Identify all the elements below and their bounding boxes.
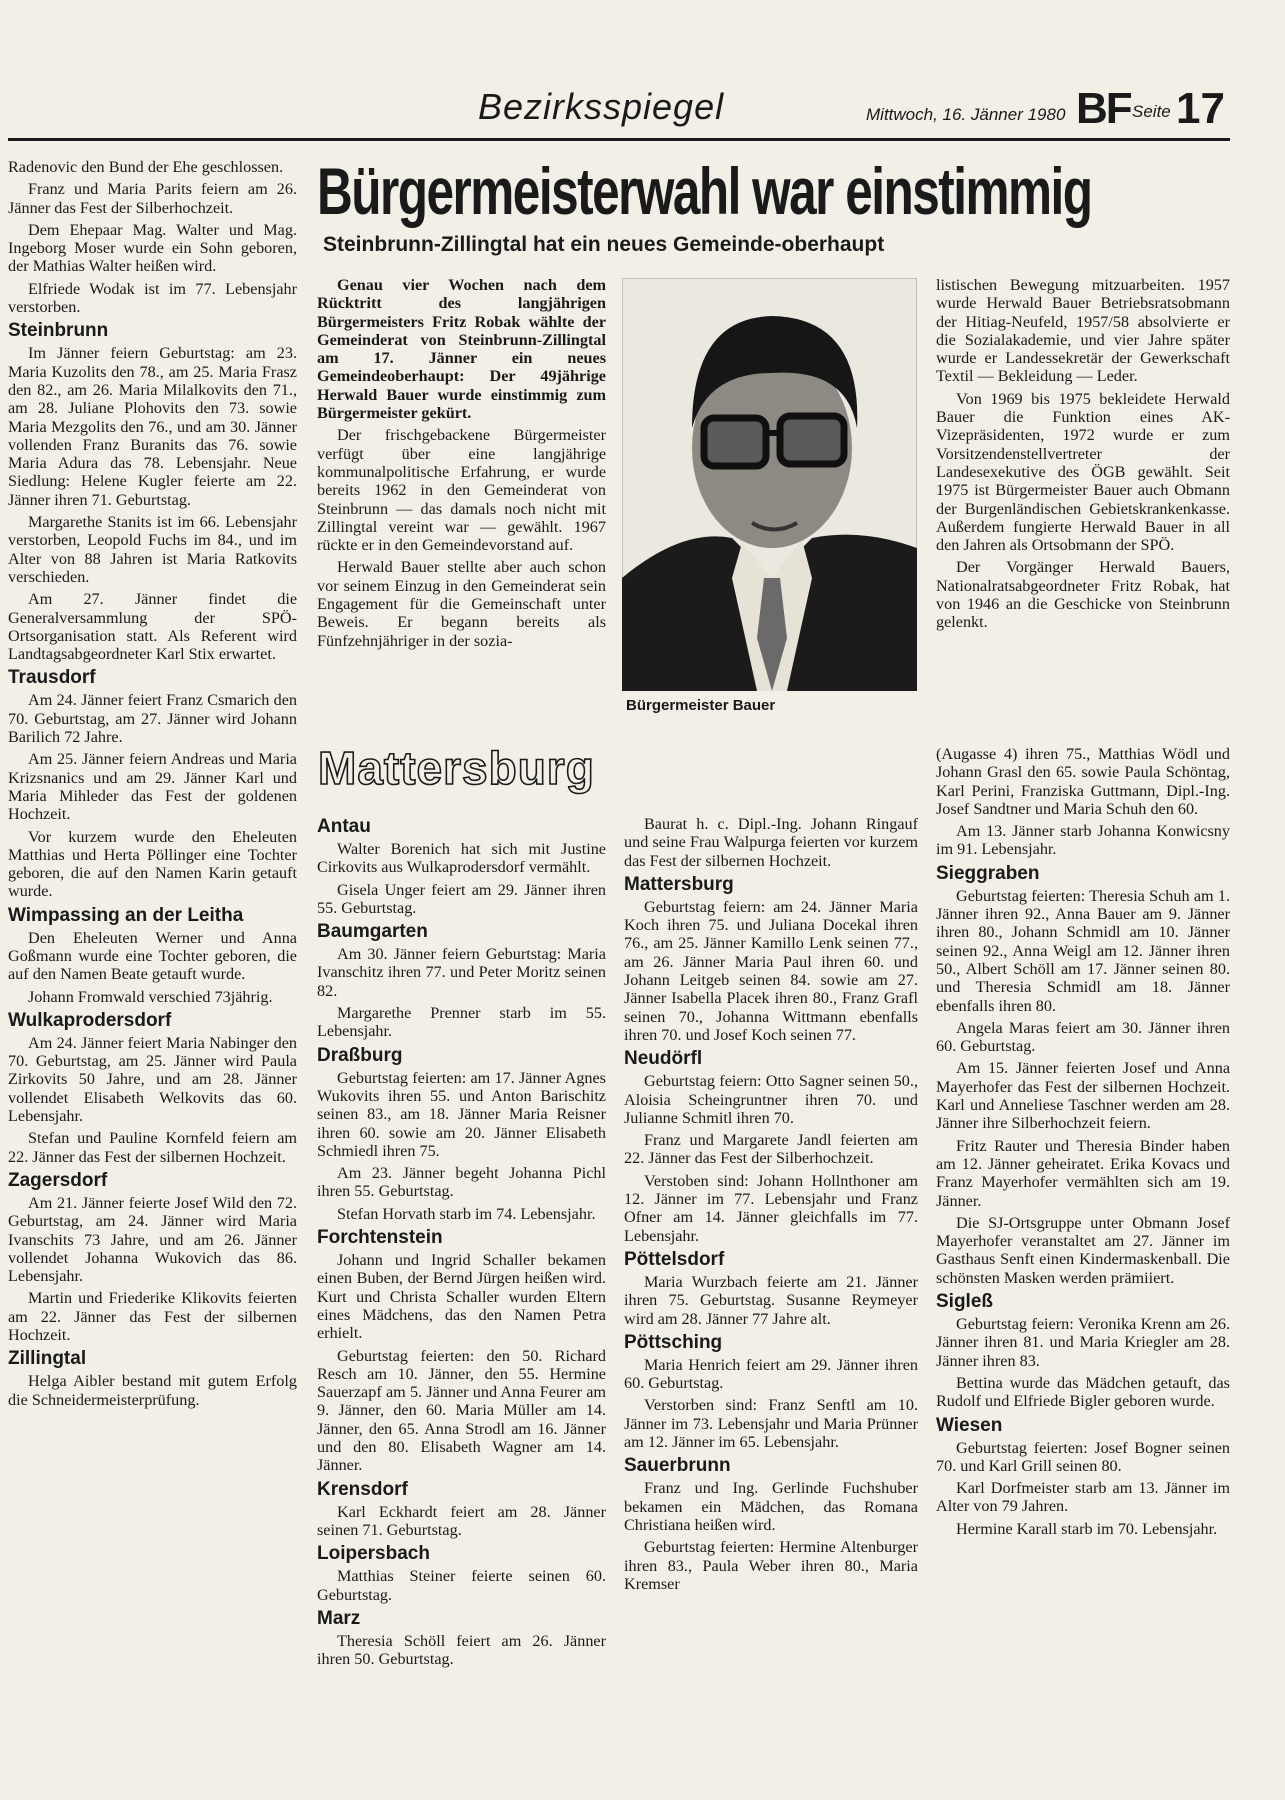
place-heading: Steinbrunn: [8, 320, 109, 342]
feature-column-left: [317, 276, 606, 654]
feature-column-right: [936, 276, 1230, 636]
place-heading: Pöttsching: [624, 1331, 723, 1353]
place-heading: Marz: [317, 1607, 361, 1629]
paragraph: Baurat h. c. Dipl.-Ing. Johann Ringauf und seine Frau Walpurga feierten vor kurzem das Fest der silbernen Hochzeit.: [624, 815, 918, 870]
paragraph: Theresia Schöll feiert am 26. Jänner ihren 50. Geburtstag.: [317, 1631, 606, 1669]
paragraph: Geburtstag feierten: Theresia Schuh am 1. Jänner ihren 92., Anna Bauer am 9. Jänner ihren 80., Johann Schmidl am 10. Jänner seinen 92., Anna Weigl am 12. Jänner ihren 50., Albert Schöll am 17. Jänner seinen 80. und Theresia Schmidl am 18. Jänner ebenfalls ihren 80.: [936, 886, 1230, 1015]
paragraph: Vor kurzem wurde den Eheleuten Matthias und Herta Pöllinger eine Tochter geboren, die auf den Namen Karin getauft wurde.: [8, 827, 297, 901]
paragraph: Stefan Horvath starb im 74. Lebensjahr.: [337, 1204, 596, 1223]
place-heading: Forchtenstein: [317, 1227, 443, 1249]
paragraph: Am 15. Jänner feierten Josef und Anna Mayerhofer das Fest der silbernen Hochzeit. Karl und Anneliese Taschner werden am 28. Jänner ihre Silberhochzeit feiern.: [936, 1059, 1230, 1133]
place-heading: Loipersbach: [317, 1543, 430, 1565]
paragraph: Geburtstag feierten: am 17. Jänner Agnes Wukovits ihren 55. und Anton Barischitz seinen 83., am 18. Jänner Maria Reisner ihren 60. sowie am 20. Jänner Elisabeth Schmiedl ihren 75.: [317, 1068, 606, 1160]
paragraph: Verstorben sind: Franz Senftl am 10. Jänner im 73. Lebensjahr und Maria Prünner am 12. Jänner im 65. Lebensjahr.: [624, 1396, 918, 1452]
newspaper-logo: BF: [1076, 84, 1131, 133]
paragraph: Helga Aibler bestand mit gutem Erfolg die Schneidermeisterprüfung.: [8, 1372, 297, 1409]
column-left: [8, 158, 297, 1413]
paragraph: Am 30. Jänner feiern Geburtstag: Maria Ivanschitz ihren 77. und Peter Moritz seinen 82.: [317, 945, 606, 1000]
mattersburg-column-2: [624, 815, 918, 1597]
place-heading: Sigleß: [936, 1291, 994, 1313]
place-heading: Zagersdorf: [8, 1169, 108, 1191]
paragraph: Verstoben sind: Johann Hollnthoner am 12. Jänner im 77. Lebensjahr und Franz Ofner am 14. Jänner gleichfalls im 77. Lebensjahr.: [624, 1171, 918, 1245]
page-number: 17: [1176, 84, 1225, 133]
paragraph: Karl Dorfmeister starb am 13. Jänner im Alter von 79 Jahren.: [936, 1479, 1230, 1516]
paragraph: Im Jänner feiern Geburtstag: am 23. Maria Kuzolits den 78., am 25. Maria Frasz den 82., am 26. Maria Milalkovits den 71., am 28. Juliane Plohovits den 73. sowie Maria Mezgolits den 76., und am 30. Jänner vollenden Franz Buranits das 76. sowie Maria Adura das 78. Lebensjahr. Neue Siedlung: Helene Kugler feierte am 22. Jänner ihren 71. Geburtstag.: [8, 344, 297, 509]
page-label: Seite: [1132, 102, 1171, 121]
place-heading: Wimpassing an der Leitha: [8, 904, 244, 926]
section-title: Bezirksspiegel: [478, 86, 725, 127]
photo-caption: Bürgermeister Bauer: [626, 697, 776, 714]
paragraph: Walter Borenich hat sich mit Justine Cirkovits aus Wulkaprodersdorf vermählt.: [317, 840, 606, 877]
paragraph: Franz und Maria Parits feiern am 26. Jänner das Fest der Silberhochzeit.: [8, 180, 297, 217]
paragraph: Matthias Steiner feierte seinen 60. Geburtstag.: [317, 1567, 606, 1604]
place-heading: Draßburg: [317, 1044, 403, 1066]
paragraph: Fritz Rauter und Theresia Binder haben am 12. Jänner geheiratet. Erika Kovacs und Franz Mayerhofer vermählten sich am 19. Jänner.: [936, 1136, 1230, 1210]
paragraph: Maria Henrich feiert am 29. Jänner ihren 60. Geburtstag.: [624, 1355, 918, 1393]
paragraph: Geburtstag feiern: Veronika Krenn am 26. Jänner ihren 81. und Maria Kriegler am 28. Jänner ihren 83.: [936, 1315, 1230, 1370]
place-heading: Wiesen: [936, 1414, 1003, 1436]
place-heading: Sieggraben: [936, 862, 1040, 884]
mattersburg-column-3: [936, 745, 1230, 1542]
paragraph: Margarethe Stanits ist im 66. Lebensjahr verstorben, Leopold Fuchs im 84., und im Alter von 88 Jahren ist Maria Ratkovits verschieden.: [8, 513, 297, 586]
place-heading: Wulkaprodersdorf: [8, 1009, 172, 1031]
paragraph: Dem Ehepaar Mag. Walter und Mag. Ingeborg Moser wurde ein Sohn geboren, der Mathias Walter heißen wird.: [8, 220, 297, 276]
paragraph: Von 1969 bis 1975 bekleidete Herwald Bauer die Funktion eines AK-Vizepräsidenten, 1972 wurde er zum Vorsitzendenstellvertreter der Landesexekutive des ÖGB gewählt. Seit 1975 ist Bürgermeister Bauer auch Obmann der Burgenländischen Gebietskrankenkasse. Außerdem fungierte Herwald Bauer in all den Jahren als Ortsobmann der SPÖ.: [936, 389, 1230, 555]
paragraph: Margarethe Prenner starb im 55. Lebensjahr.: [317, 1004, 606, 1041]
issue-date: Mittwoch, 16. Jänner 1980: [866, 105, 1066, 124]
paragraph: Geburtstag feierten: Hermine Altenburger ihren 83., Paula Weber ihren 80., Maria Kremser: [624, 1538, 918, 1593]
paragraph: Die SJ-Ortsgruppe unter Obmann Josef Mayerhofer veranstaltet am 27. Jänner im Gasthaus Senft einen Kindermaskenball. Die schönsten Masken werden prämiiert.: [936, 1213, 1230, 1287]
place-heading: Krensdorf: [317, 1478, 408, 1500]
paragraph: Der frischgebackene Bürgermeister verfügt über eine langjährige kommunalpolitische Erfahrung, er wurde bereits 1962 in den Gemeinderat von Steinbrunn — das damals noch nicht mit Zillingtal vereint war — gewählt. 1967 rückte er in den Gemeindevorstand auf.: [317, 426, 606, 555]
headline: Bürgermeisterwahl war einstimmig: [317, 154, 1092, 228]
paragraph: Elfriede Wodak ist im 77. Lebensjahr verstorben.: [8, 279, 297, 317]
paragraph: Geburtstag feierten: den 50. Richard Resch am 10. Jänner, den 55. Hermine Sauerzapf am 5. Jänner und Anna Feurer am 9. Jänner, den 60. Maria Müller am 14. Jänner, den 65. Anna Strodl am 16. Jänner und den 80. Elisabeth Wagner am 14. Jänner.: [317, 1346, 606, 1475]
place-heading: Pöttelsdorf: [624, 1248, 725, 1270]
place-heading: Antau: [317, 816, 371, 837]
paragraph: listischen Bewegung mitzuarbeiten. 1957 wurde Herwald Bauer Betriebsratsobmann der Hitiag-Neufeld, 1957/58 absolvierte er die Sozialakademie, und vier Jahre später wurde er Landessekretär der Gewerkschaft Textil — Bekleidung — Leder.: [936, 276, 1230, 386]
mayor-portrait: [622, 278, 917, 691]
paragraph: Am 24. Jänner feiert Maria Nabinger den 70. Geburtstag, am 25. Jänner wird Paula Zirkovits 50 Jahre, und am 28. Jänner vollendet Elisabeth Welkovits das 60. Lebensjahr.: [8, 1033, 297, 1126]
mattersburg-logo: Mattersburg: [318, 742, 595, 794]
paragraph: Am 13. Jänner starb Johanna Konwicsny im 91. Lebensjahr.: [936, 822, 1230, 859]
paragraph: Karl Eckhardt feiert am 28. Jänner seinen 71. Geburtstag.: [317, 1502, 606, 1539]
paragraph: Bettina wurde das Mädchen getauft, das Rudolf und Elfriede Bigler geboren wurde.: [936, 1373, 1230, 1411]
place-heading: Neudörfl: [624, 1048, 703, 1070]
paragraph: Johann Fromwald verschied 73jährig.: [28, 987, 273, 1006]
paragraph: Gisela Unger feiert am 29. Jänner ihren 55. Geburtstag.: [317, 880, 606, 917]
paragraph: Den Eheleuten Werner und Anna Goßmann wurde eine Tochter geboren, die auf den Namen Beate getauft wurde.: [8, 928, 297, 984]
paragraph: Geburtstag feiern: am 24. Jänner Maria Koch ihren 75. und Juliana Docekal ihren 76., am 25. Jänner Kamillo Lenk seinen 77., am 26. Jänner Maria Paul ihren 60. und Johann Leitgeb seinen 84. sowie am 27. Jänner Isabella Placek ihren 80., Franz Grafl seinen 70., Johanna Wittmann ebenfalls ihren 70. und Josef Koch seinen 77.: [624, 897, 918, 1044]
paragraph: Martin und Friederike Klikovits feierten am 22. Jänner das Fest der silbernen Hochzeit.: [8, 1289, 297, 1345]
place-heading: Mattersburg: [624, 873, 734, 895]
paragraph: Franz und Ing. Gerlinde Fuchshuber bekamen ein Mädchen, das Romana Christiana heißen wird.: [624, 1479, 918, 1534]
paragraph: Am 21. Jänner feierte Josef Wild den 72. Geburtstag, am 24. Jänner wird Maria Ivanschits 73 Jahre, und am 26. Jänner vollendet Johanna Wukovich das 86. Lebensjahr.: [8, 1193, 297, 1286]
paragraph: Franz und Margarete Jandl feierten am 22. Jänner das Fest der Silberhochzeit.: [624, 1131, 918, 1168]
paragraph: Am 27. Jänner findet die Generalversammlung der SPÖ-Ortsorganisation statt. Als Referent wird Landtagsabgeordneter Karl Stix erwartet.: [8, 590, 297, 664]
paragraph: Geburtstag feierten: Josef Bogner seinen 70. und Karl Grill seinen 80.: [936, 1438, 1230, 1475]
place-heading: Zillingtal: [8, 1348, 87, 1370]
paragraph: Stefan und Pauline Kornfeld feiern am 22. Jänner das Fest der silbernen Hochzeit.: [8, 1129, 297, 1166]
paragraph: Radenovic den Bund der Ehe geschlossen.: [8, 158, 284, 176]
mattersburg-column-1: [317, 812, 606, 1672]
paragraph: Herwald Bauer stellte aber auch schon vor seinem Einzug in den Gemeinderat sein Engagement für die Gemeinschaft unter Beweis. Er begann bereits als Fünfzehnjähriger in der sozia-: [317, 558, 606, 650]
subheadline: Steinbrunn-Zillingtal hat ein neues Gemeinde-oberhaupt: [323, 233, 885, 256]
place-heading: Trausdorf: [8, 667, 96, 689]
paragraph: Der Vorgänger Herwald Bauers, Nationalratsabgeordneter Fritz Robak, hat von 1946 an die Geschicke von Steinbrunn gelenkt.: [936, 558, 1230, 632]
paragraph: Am 24. Jänner feiert Franz Csmarich den 70. Geburtstag, am 27. Jänner wird Johann Barilich 72 Jahre.: [8, 691, 297, 747]
paragraph: Genau vier Wochen nach dem Rücktritt des langjährigen Bürgermeisters Fritz Robak wählte der Gemeinderat von Steinbrunn-Zillingtal am 17. Jänner ein neues Gemeindeoberhaupt: Der 49jährige Herwald Bauer wurde einstimmig zum Bürgermeister gekürt.: [317, 276, 606, 423]
paragraph: Maria Wurzbach feierte am 21. Jänner ihren 75. Geburtstag. Susanne Reymeyer wird am 28. Jänner 77 Jahre alt.: [624, 1272, 918, 1328]
paragraph: (Augasse 4) ihren 75., Matthias Wödl und Johann Grasl den 65. sowie Paula Schöntag, Karl Perini, Franziska Guttmann, Dipl.-Ing. Josef Sandtner und Maria Schuh den 60.: [936, 745, 1230, 818]
paragraph: Am 23. Jänner begeht Johanna Pichl ihren 55. Geburtstag.: [317, 1164, 606, 1201]
paragraph: Johann und Ingrid Schaller bekamen einen Buben, der Bernd Jürgen heißen wird. Kurt und Christa Schaller wurden Eltern eines Mädchens, das den Namen Petra erhielt.: [317, 1251, 606, 1343]
paragraph: Geburtstag feiern: Otto Sagner seinen 50., Aloisia Scheingruntner ihren 70. und Julianne Schmitl ihren 70.: [624, 1072, 918, 1127]
place-heading: Sauerbrunn: [624, 1455, 731, 1477]
paragraph: Angela Maras feiert am 30. Jänner ihren 60. Geburtstag.: [936, 1018, 1230, 1056]
header-rule: [8, 138, 1230, 141]
paragraph: Am 25. Jänner feiern Andreas und Maria Krizsnanics und am 29. Jänner Karl und Maria Mihleder das Fest der goldenen Hochzeit.: [8, 750, 297, 824]
place-heading: Baumgarten: [317, 921, 428, 943]
paragraph: Hermine Karall starb im 70. Lebensjahr.: [956, 1519, 1218, 1538]
